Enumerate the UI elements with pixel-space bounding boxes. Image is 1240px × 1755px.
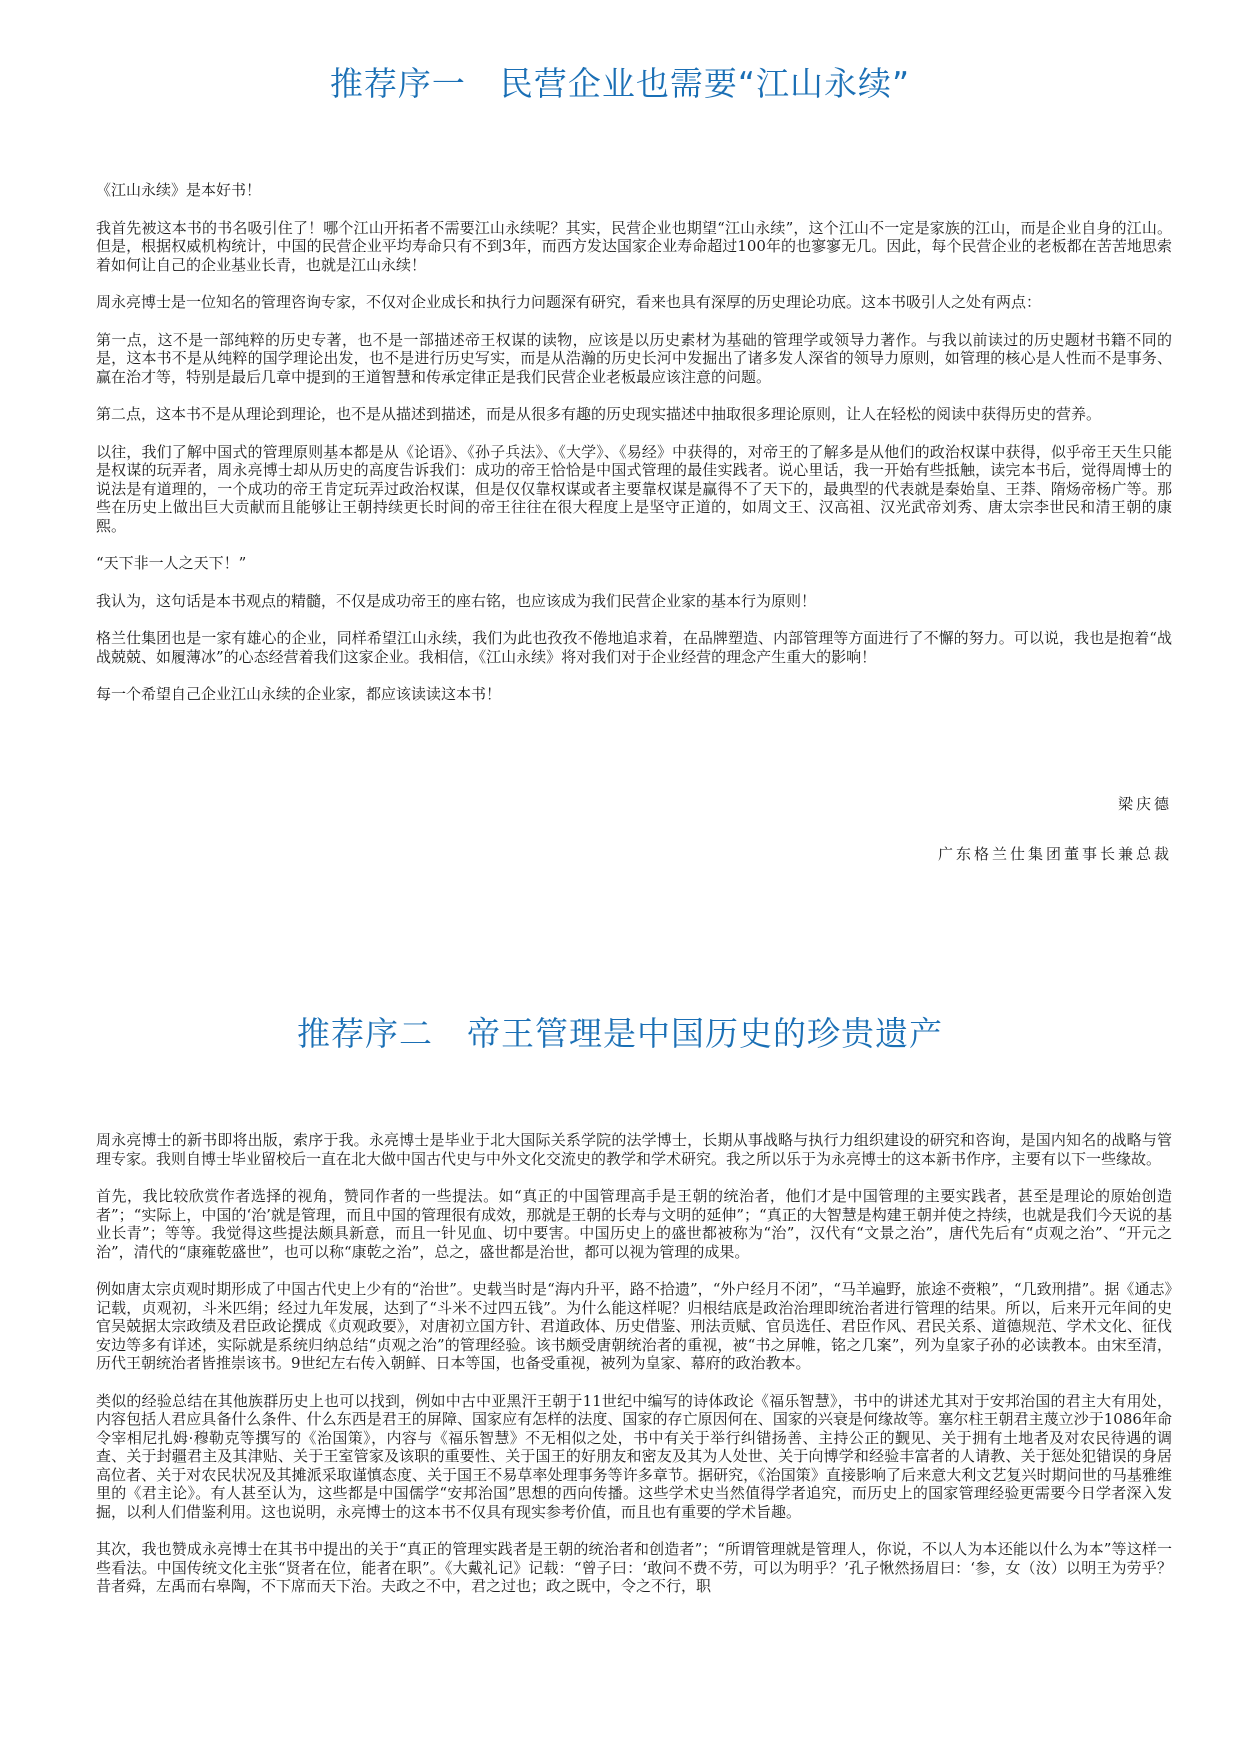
signature-name: 梁庆德 [1117,795,1172,813]
signature-title: 广东格兰仕集团董事长兼总裁 [937,845,1172,863]
paragraph: 其次，我也赞成永亮博士在其书中提出的关于“真正的管理实践者是王朝的统治者和创造者”；“所谓管理就是管理人，你说，不以人为本还能以什么为本”等这样一些看法。中国传统文化主张“贤者在位，能者在职”。《大戴礼记》记载：“曾子曰：‘敢问不费不劳，可以为明乎？’孔子愀然扬眉曰：‘参，女（汝）以明王为劳乎？昔者舜，左禹而右皋陶，不下席而天下治。夫政之不中，君之过也；政之既中，令之不行，职 [96,1540,1172,1595]
preface1-body [96,181,1172,704]
preface2-body [96,1131,1172,1596]
paragraph: 周永亮博士的新书即将出版，索序于我。永亮博士是毕业于北大国际关系学院的法学博士，长期从事战略与执行力组织建设的研究和咨询，是国内知名的战略与管理专家。我则自博士毕业留校后一直在北大做中国古代史与中外文化交流史的教学和学术研究。我之所以乐于为永亮博士的这本新书作序，主要有以下一些缘故。 [96,1131,1172,1168]
paragraph: 我认为，这句话是本书观点的精髓，不仅是成功帝王的座右铭，也应该成为我们民营企业家的基本行为原则！ [96,591,817,610]
paragraph: 每一个希望自己企业江山永续的企业家，都应该读读这本书！ [96,685,502,703]
paragraph: 周永亮博士是一位知名的管理咨询专家，不仅对企业成长和执行力问题深有研究，看来也具有深厚的历史理论功底。这本书吸引人之处有两点： [96,293,1042,311]
paragraph: “天下非一人之天下！” [96,554,247,572]
paragraph: 第二点，这本书不是从理论到理论，也不是从描述到描述，而是从很多有趣的历史现实描述中抽取很多理论原则，让人在轻松的阅读中获得历史的营养。 [96,405,1102,423]
paragraph: 首先，我比较欣赏作者选择的视角，赞同作者的一些提法。如“真正的中国管理高手是王朝的统治者，他们才是中国管理的主要实践者，甚至是理论的原始创造者”；“实际上，中国的‘治’就是管理，而且中国的管理很有成效，那就是王朝的长寿与文明的延伸”；“真正的大智慧是构建王朝并使之持续，也就是我们今天说的基业长青”；等等。我觉得这些提法颇具新意，而且一针见血、切中要害。中国历史上的盛世都被称为“治”，汉代有“文景之治”，唐代先后有“贞观之治”、“开元之治”，清代的“康雍乾盛世”，也可以称“康乾之治”，总之，盛世都是治世，都可以视为管理的成果。 [96,1187,1172,1261]
preface1-title: 推荐序一 民营企业也需要“江山永续” [329,64,911,103]
paragraph: 《江山永续》是本好书！ [96,181,262,199]
paragraph: 第一点，这不是一部纯粹的历史专著，也不是一部描述帝王权谋的读物，应该是以历史素材为基础的管理学或领导力著作。与我以前读过的历史题材书籍不同的是，这本书不是从纯粹的国学理论出发，也不是进行历史写实，而是从浩瀚的历史长河中发掘出了诸多发人深省的领导力原则，如管理的核心是人性而不是事务、赢在治才等，特别是最后几章中提到的王道智慧和传承定律正是我们民营企业老板最应该注意的问题。 [96,330,1172,386]
paragraph: 类似的经验总结在其他族群历史上也可以找到，例如中古中亚黑汗王朝于11世纪中编写的诗体政论《福乐智慧》，书中的讲述尤其对于安邦治国的君主大有用处，内容包括人君应具备什么条件、什么东西是君王的屏障、国家应有怎样的法度、国家的存亡原因何在、国家的兴衰是何缘故等。塞尔柱王朝君主蔑立沙于1086年命令宰相尼扎姆·穆勒克等撰写的《治国策》，内容与《福乐智慧》不无相似之处，书中有关于举行纠错扬善、主持公正的觐见、关于拥有土地者及对农民待遇的调查、关于封疆君主及其津贴、关于王室管家及该职的重要性、关于国王的好朋友和密友及其为人处世、关于向博学和经验丰富者的人请教、关于惩处犯错误的身居高位者、关于对农民状况及其摊派采取谨慎态度、关于国王不易草率处理事务等许多章节。据研究，《治国策》直接影响了后来意大利文艺复兴时期问世的马基雅维里的《君主论》。有人甚至认为，这些都是中国儒学“安邦治国”思想的西向传播。这些学术史当然值得学者追究，而历史上的国家管理经验更需要今日学者深入发掘，以利人们借鉴利用。这也说明，永亮博士的这本书不仅具有现实参考价值，而且也有重要的学术旨趣。 [96,1391,1172,1521]
paragraph: 格兰仕集团也是一家有雄心的企业，同样希望江山永续，我们为此也孜孜不倦地追求着，在品牌塑造、内部管理等方面进行了不懈的努力。可以说，我也是抱着“战战兢兢、如履薄冰”的心态经营着我们这家企业。我相信，《江山永续》将对我们对于企业经营的理念产生重大的影响！ [96,629,1172,666]
preface2-title: 推荐序二 帝王管理是中国历史的珍贵遗产 [297,1014,943,1053]
paragraph: 我首先被这本书的书名吸引住了！哪个江山开拓者不需要江山永续呢？其实，民营企业也期望“江山永续”，这个江山不一定是家族的江山，而是企业自身的江山。但是，根据权威机构统计，中国的民营企业平均寿命只有不到3年，而西方发达国家企业寿命超过100年的也寥寥无几。因此，每个民营企业的老板都在苦苦地思索着如何让自己的企业基业长青，也就是江山永续！ [96,218,1172,274]
paragraph: 例如唐太宗贞观时期形成了中国古代史上少有的“治世”。史载当时是“海内升平，路不拾遗”，“外户经月不闭”，“马羊遍野，旅途不赍粮”，“几致刑措”。据《通志》记载，贞观初，斗米匹绢；经过九年发展，达到了“斗米不过四五钱”。为什么能这样呢？归根结底是政治治理即统治者进行管理的结果。所以，后来开元年间的史官吴兢据太宗政绩及君臣政论撰成《贞观政要》，对唐初立国方针、君道政体、历史借鉴、刑法贡赋、官员选任、君臣作风、君民关系、道德规范、学术文化、征伐安边等多有详述，实际就是系统归纳总结“贞观之治”的管理经验。该书颇受唐朝统治者的重视，被“书之屏帷，铭之几案”，列为皇家子孙的必读教本。由宋至清，历代王朝统治者皆推崇该书。9世纪左右传入朝鲜、日本等国，也备受重视，被列为皇家、幕府的政治教本。 [96,1280,1172,1372]
paragraph: 以往，我们了解中国式的管理原则基本都是从《论语》、《孙子兵法》、《大学》、《易经》中获得的，对帝王的了解多是从他们的政治权谋中获得，似乎帝王天生只能是权谋的玩弄者，周永亮博士却从历史的高度告诉我们：成功的帝王恰恰是中国式管理的最佳实践者。说心里话，我一开始有些抵触，读完本书后，觉得周博士的说法是有道理的，一个成功的帝王肯定玩弄过政治权谋，但是仅仅靠权谋或者主要靠权谋是赢得不了天下的，最典型的代表就是秦始皇、王莽、隋炀帝杨广等。那些在历史上做出巨大贡献而且能够让王朝持续更长时间的帝王往往在很大程度上是坚守正道的，如周文王、汉高祖、汉光武帝刘秀、唐太宗李世民和清王朝的康熙。 [96,442,1172,535]
